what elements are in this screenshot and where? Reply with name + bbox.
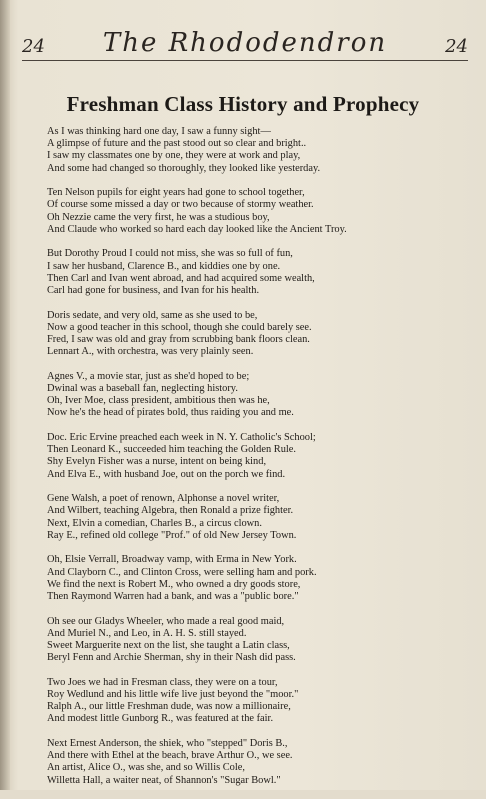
poem-line: Carl had gone for business, and Ivan for his health. [47, 285, 260, 297]
poem-line: Then Raymond Warren had a bank, and was a "public bore." [47, 591, 299, 603]
poem-line: Oh see our Gladys Wheeler, who made a real good maid, [47, 615, 285, 627]
book-spine-shadow [0, 0, 10, 790]
poem-line: And there with Ethel at the beach, brave Arthur O., we see. [47, 750, 293, 762]
poem-line: But Dorothy Proud I could not miss, she was so full of fun, [47, 248, 293, 260]
poem-line: Gene Walsh, a poet of renown, Alphonse a novel writer, [47, 493, 280, 505]
header-title: The Rhododendron [102, 28, 388, 58]
poem-line: As I was thinking hard one day, I saw a funny sight— [47, 126, 271, 137]
page-number-right: 24 [445, 36, 468, 57]
poem-line: And Wilbert, teaching Algebra, then Ronald a prize fighter. [47, 505, 294, 517]
poem-line: Ten Nelson pupils for eight years had gone to school together, [47, 187, 305, 199]
poem-line: Then Leonard K., succeeded him teaching the Golden Rule. [47, 444, 296, 456]
stanza [47, 187, 462, 236]
poem-line: Roy Wedlund and his little wife live just beyond the "moor." [47, 689, 299, 701]
poem-line: Lennart A., with orchestra, was very plainly seen. [47, 346, 254, 358]
poem-line: Ralph A., our little Freshman dude, was now a millionaire, [47, 701, 291, 713]
poem-line: Oh Nezzie came the very first, he was a studious boy, [47, 211, 270, 223]
poem-line: Next Ernest Anderson, the shiek, who "stepped" Doris B., [47, 738, 288, 750]
poem-line: And Muriel N., and Leo, in A. H. S. still stayed. [47, 627, 247, 639]
poem-line: An artist, Alice O., was she, and so Willis Cole, [47, 762, 245, 774]
stanza [47, 432, 462, 481]
stanza [47, 677, 462, 726]
poem-line: Dwinal was a baseball fan, neglecting history. [47, 383, 238, 395]
stanza [47, 554, 462, 603]
header-rule [22, 60, 468, 61]
stanza [47, 310, 462, 359]
poem-line: Shy Evelyn Fisher was a nurse, intent on being kind, [47, 456, 267, 468]
poem-line: Doris sedate, and very old, same as she used to be, [47, 309, 258, 321]
poem-line: And Clayborn C., and Clinton Cross, were selling ham and pork. [47, 566, 317, 578]
poem-line: We find the next is Robert M., who owned a dry goods store, [47, 578, 301, 590]
stanza [47, 738, 462, 787]
poem-line: Of course some missed a day or two because of stormy weather. [47, 199, 314, 211]
stanza [47, 616, 462, 665]
poem-line: Now a good teacher in this school, though she could barely see. [47, 321, 312, 333]
poem-line: Doc. Eric Ervine preached each week in N. Y. Catholic's School; [47, 432, 316, 444]
poem-body [47, 126, 462, 799]
poem-line: Beryl Fenn and Archie Sherman, shy in their Nash did pass. [47, 652, 296, 664]
poem-line: Willetta Hall, a waiter neat, of Shannon's "Sugar Bowl." [47, 774, 281, 786]
stanza [47, 126, 462, 175]
poem-line: Then Carl and Ivan went abroad, and had acquired some wealth, [47, 272, 315, 284]
running-header [22, 22, 468, 58]
poem-line: A glimpse of future and the past stood out so clear and bright.. [47, 138, 307, 150]
stanza [47, 248, 462, 297]
poem-line: Agnes V., a movie star, just as she'd hoped to be; [47, 370, 250, 382]
poem-line: Next, Elvin a comedian, Charles B., a circus clown. [47, 517, 262, 529]
poem-line: Ray E., refined old college "Prof." of old New Jersey Town. [47, 529, 297, 541]
poem-line: And Claude who worked so hard each day looked like the Ancient Troy. [47, 223, 347, 235]
poem-line: Fred, I saw was old and gray from scrubbing bank floors clean. [47, 334, 310, 346]
poem-line: Now he's the head of pirates bold, thus raiding you and me. [47, 407, 294, 419]
poem-line: Oh, Elsie Verrall, Broadway vamp, with Erma in New York. [47, 554, 297, 566]
stanza [47, 493, 462, 542]
stanza [47, 371, 462, 420]
poem-line: And modest little Gunborg R., was featured at the fair. [47, 713, 274, 725]
page-number-left: 24 [22, 36, 45, 57]
poem-line: Sweet Marguerite next on the list, she taught a Latin class, [47, 640, 290, 652]
poem-line: And Elva E., with husband Joe, out on the porch we find. [47, 468, 286, 480]
poem-line: Oh, Iver Moe, class president, ambitious then was he, [47, 395, 270, 407]
poem-line: I saw my classmates one by one, they were at work and play, [47, 150, 301, 162]
poem-line: And some had changed so thoroughly, they looked like yesterday. [47, 162, 321, 174]
poem-line: I saw her husband, Clarence B., and kiddies one by one. [47, 260, 281, 272]
poem-line: Two Joes we had in Fresman class, they were on a tour, [47, 676, 278, 688]
page-title: Freshman Class History and Prophecy [66, 92, 420, 116]
